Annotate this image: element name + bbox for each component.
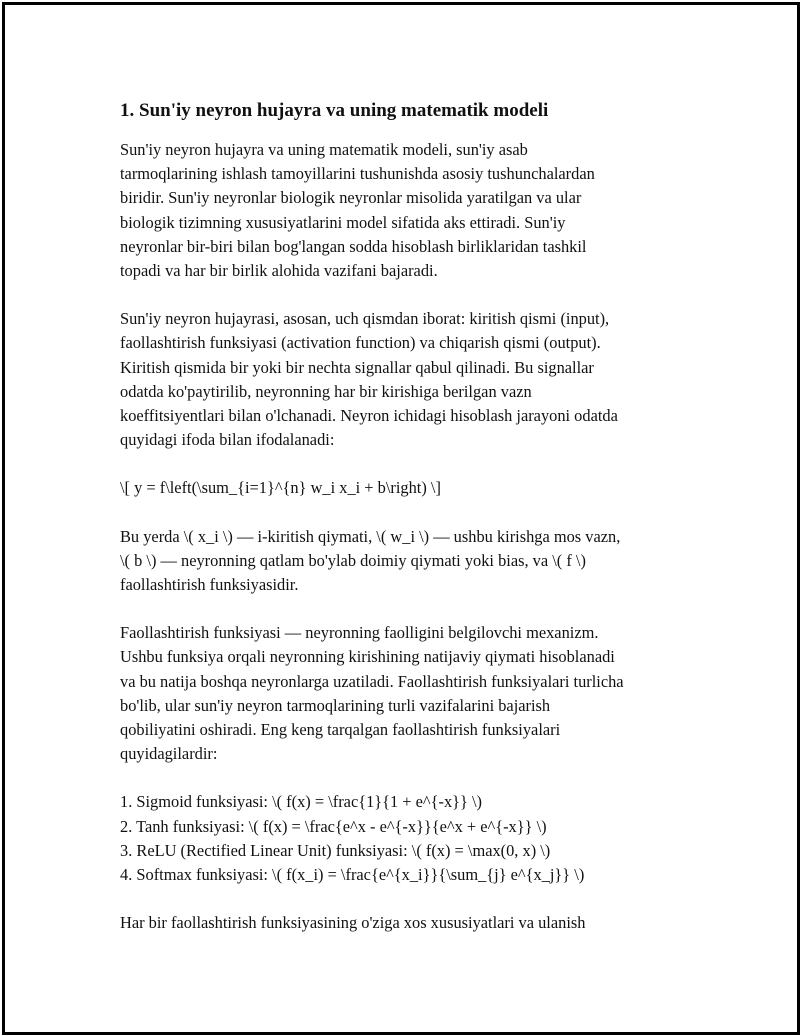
section-title: 1. Sun'iy neyron hujayra va uning matematik modeli — [120, 100, 549, 121]
text-line: Faollashtirish funksiyasi — neyronning faolligini belgilovchi mexanizm. — [120, 623, 599, 643]
paragraph-structure — [120, 307, 695, 452]
text-line: neyronlar bir-biri bilan bog'langan sodda hisoblash birliklaridan tashkil — [120, 236, 587, 256]
text-line: topadi va har bir birlik alohida vazifani bajaradi. — [120, 261, 438, 281]
page-frame — [2, 2, 800, 1035]
text-line: Sun'iy neyron hujayra va uning matematik modeli, sun'iy asab — [120, 140, 528, 159]
paragraph-variables — [120, 525, 695, 598]
neuron-formula: \[ y = f\left(\sum_{i=1}^{n} w_i x_i + b\right) \] — [120, 478, 441, 498]
list-item: 1. Sigmoid funksiyasi: \( f(x) = \frac{1}{1 + e^{-x}} \) — [120, 792, 482, 812]
text-line: faollashtirish funksiyasi (activation function) va chiqarish qismi (output). — [120, 333, 601, 353]
text-line: Bu yerda \( x_i \) — i-kiritish qiymati, \( w_i \) — ushbu kirishga mos vazn, — [120, 526, 621, 546]
list-item: 3. ReLU (Rectified Linear Unit) funksiyasi: \( f(x) = \max(0, x) \) — [120, 840, 551, 860]
text-line: Sun'iy neyron hujayrasi, asosan, uch qismdan iborat: kiritish qismi (input), — [120, 309, 610, 329]
document-body — [120, 98, 695, 959]
list-item: 2. Tanh funksiyasi: \( f(x) = \frac{e^x - e^{-x}}{e^x + e^{-x}} \) — [120, 816, 547, 836]
text-line: Kiritish qismida bir yoki bir nechta signallar qabul qilinadi. Bu signallar — [120, 357, 594, 377]
text-line: Ushbu funksiya orqali neyronning kirishining natijaviy qiymati hisoblanadi — [120, 647, 615, 667]
paragraph-intro — [120, 138, 695, 283]
text-line: faollashtirish funksiyasidir. — [120, 575, 299, 595]
text-line: koeffitsiyentlari bilan o'lchanadi. Neyron ichidagi hisoblash jarayoni odatda — [120, 406, 618, 426]
paragraph-closing — [120, 911, 695, 935]
text-line: tarmoqlarining ishlash tamoyillarini tushunishda asosiy tushunchalardan — [120, 164, 595, 184]
text-line: bo'lib, ular sun'iy neyron tarmoqlarining turli vazifalarini bajarish — [120, 695, 551, 715]
activation-function-list — [120, 790, 695, 887]
text-line: quyidagilardir: — [120, 744, 218, 764]
paragraph-activation — [120, 621, 695, 766]
text-line: Har bir faollashtirish funksiyasining o'ziga xos xususiyatlari va ulanish — [120, 913, 586, 933]
text-line: \( b \) — neyronning qatlam bo'ylab doimiy qiymati yoki bias, va \( f \) — [120, 550, 586, 570]
text-line: biridir. Sun'iy neyronlar biologik neyronlar misolida yaratilgan va ular — [120, 188, 582, 208]
text-line: qobiliyatini oshiradi. Eng keng tarqalgan faollashtirish funksiyalari — [120, 720, 561, 740]
text-line: quyidagi ifoda bilan ifodalanadi: — [120, 430, 335, 450]
text-line: odatda ko'paytirilib, neyronning har bir kirishiga berilgan vazn — [120, 381, 532, 401]
text-line: biologik tizimning xususiyatlarini model sifatida aks ettiradi. Sun'iy — [120, 212, 566, 232]
text-line: va bu natija boshqa neyronlarga uzatiladi. Faollashtirish funksiyalari turlicha — [120, 671, 624, 691]
list-item: 4. Softmax funksiyasi: \( f(x_i) = \frac{e^{x_i}}{\sum_{j} e^{x_j}} \) — [120, 865, 585, 885]
